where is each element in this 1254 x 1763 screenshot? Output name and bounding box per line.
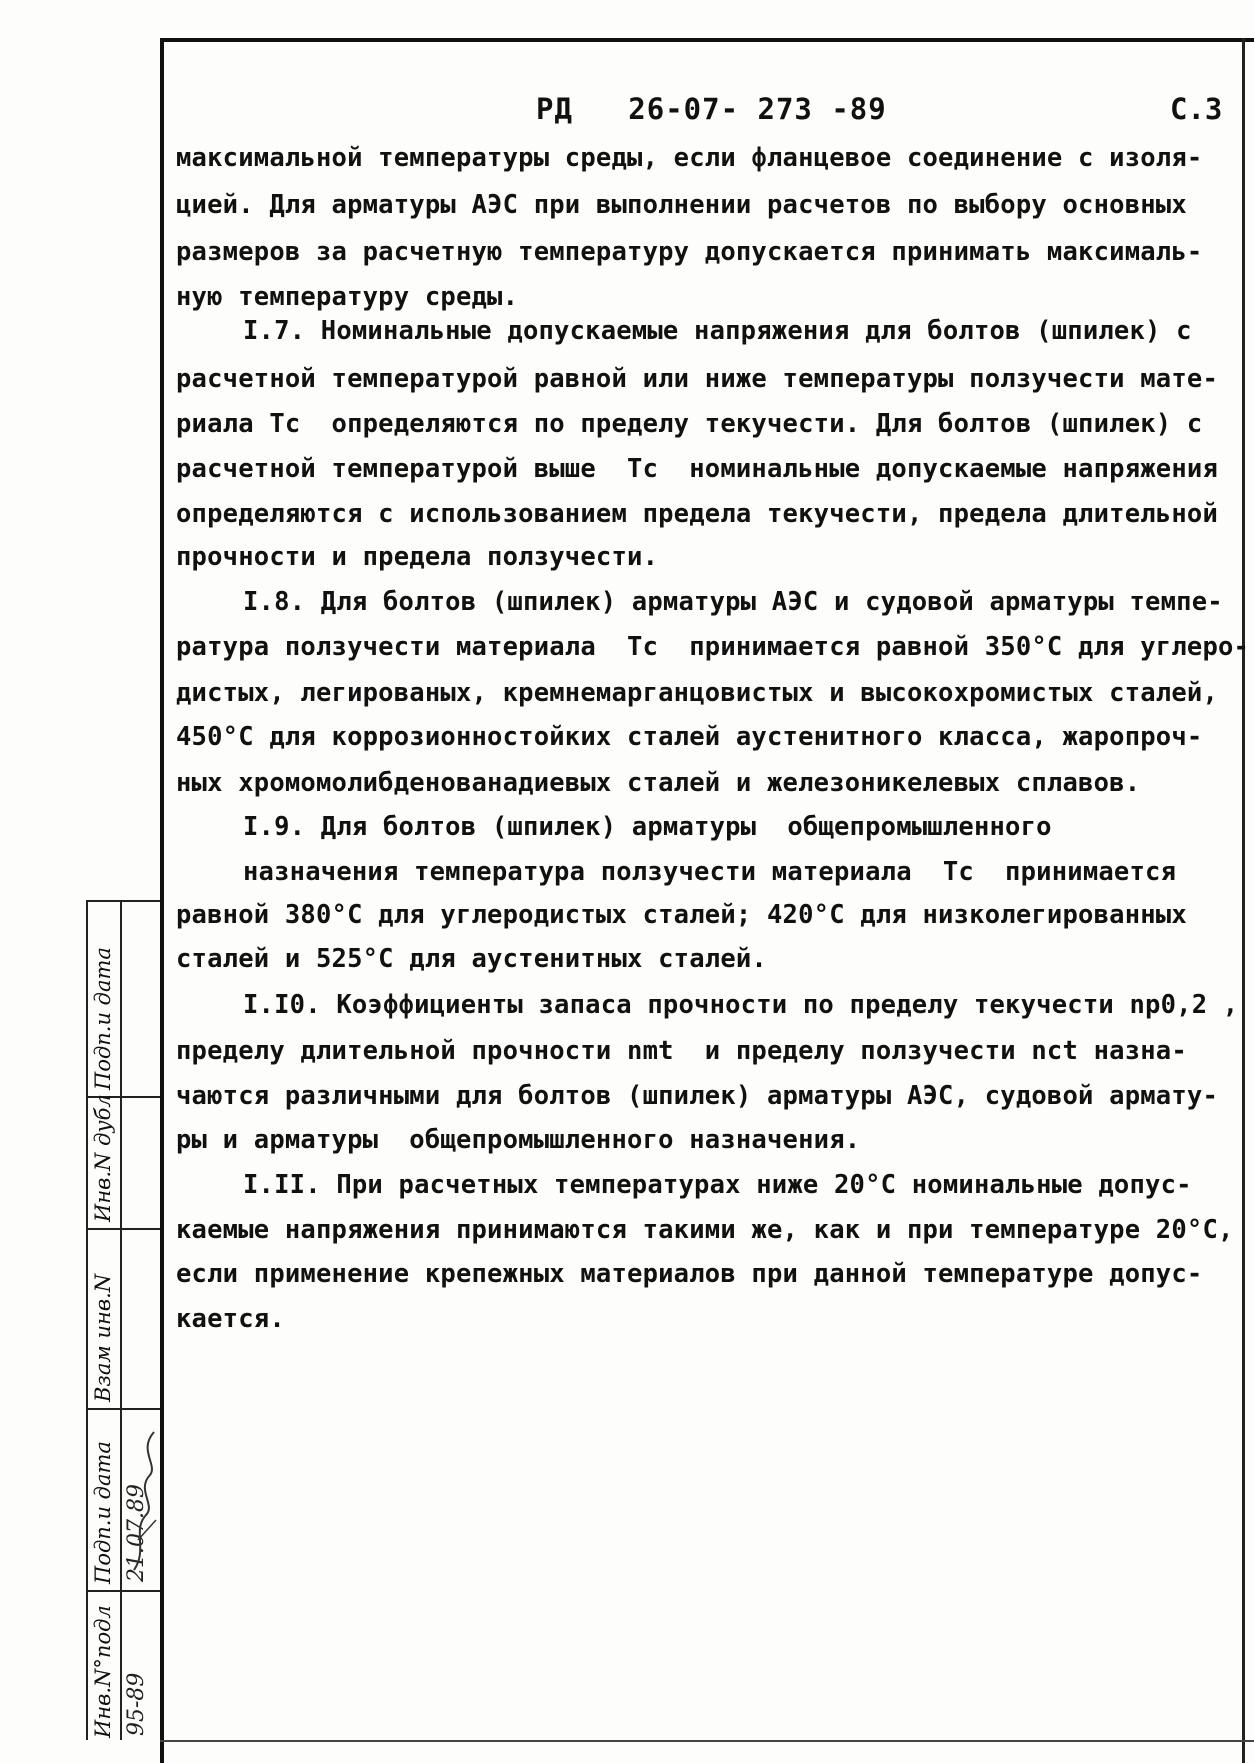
text-line: расчетной температурой равной или ниже температуры ползучести мате- [176,364,1219,394]
frame-bottom-border [160,1740,1254,1742]
text-line: сталей и 525°С для аустенитных сталей. [176,944,767,974]
text-line: равной 380°С для углеродистых сталей; 420°С для низколегированных [176,900,1187,930]
text-line: каемые напряжения принимаются такими же, как и при температуре 20°С, [176,1215,1234,1245]
text-line: прочности и предела ползучести. [176,542,659,572]
text-line: I.7. Номинальные допускаемые напряжения для болтов (шпилек) с [243,316,1192,346]
frame-top-border [160,38,1254,42]
text-line: если применение крепежных материалов при данной температуре допус- [176,1259,1203,1289]
text-line: ры и арматуры общепромышленного назначения. [176,1125,861,1155]
text-line: цией. Для арматуры АЭС при выполнении расчетов по выбору основных [176,190,1187,220]
stamp-sign-date-value: 21.07.89 [124,1484,149,1582]
text-line: ратура ползучести материала Tc принимается равной 350°С для углеро- [176,632,1250,662]
text-line: максимальной температуры среды, если фланцевое соединение с изоля- [176,143,1203,173]
document-code: РД 26-07- 273 -89 [536,92,887,126]
text-line: 450°С для коррозионностойких сталей аустенитного класса, жаропроч- [176,722,1203,752]
page-number: С.3 [1170,92,1223,126]
text-line: расчетной температурой выше Tc номинальные допускаемые напряжения [176,454,1219,484]
text-line: ных хромомолибденованадиевых сталей и железоникелевых сплавов. [176,768,1141,798]
frame-right-border [1242,38,1245,1763]
text-line: I.8. Для болтов (шпилек) арматуры АЭС и судовой арматуры темпе- [243,587,1223,617]
text-line: дистых, легированых, кремнемарганцовистых и высокохромистых сталей, [176,678,1219,708]
stamp-orig-inv-value: 95-89 [124,1672,149,1736]
text-line: определяются с использованием предела текучести, предела длительной [176,499,1219,529]
text-line: назначения температура ползучести материала Tc принимается [243,857,1177,887]
signature-icon [128,1420,162,1580]
text-line: риала Tc определяются по пределу текучести. Для болтов (шпилек) с [176,409,1203,439]
stamp-label-sign-date: Подп.и дата [91,947,115,1090]
stamp-rule [86,1590,160,1592]
stamp-rule [86,900,160,902]
stamp-label-sign-date: Подп.и дата [91,1441,115,1584]
text-line: кается. [176,1304,285,1334]
text-line: I.9. Для болтов (шпилек) арматуры общепромышленного [243,812,1052,842]
text-line: I.II. При расчетных температурах ниже 20°С номинальные допус- [243,1170,1192,1200]
text-line: чаются различными для болтов (шпилек) арматуры АЭС, судовой армату- [176,1081,1219,1111]
stamp-rule [86,1228,160,1230]
text-line: ную температуру среды. [176,282,519,312]
text-line: размеров за расчетную температуру допускается принимать максималь- [176,237,1203,267]
text-line: пределу длительной прочности nmt и пределу ползучести nct назна- [176,1036,1187,1066]
stamp-divider [120,900,122,1740]
stamp-rule [86,1408,160,1410]
stamp-label-orig-inv: Инв.N°подл [91,1605,115,1738]
stamp-label-replace-inv: Взам инв.N [91,1273,115,1402]
stamp-label-dup-inv: Инв.N дубл [91,1094,115,1222]
text-line: I.I0. Коэффициенты запаса прочности по пределу текучести nр0,2 , [243,990,1239,1020]
